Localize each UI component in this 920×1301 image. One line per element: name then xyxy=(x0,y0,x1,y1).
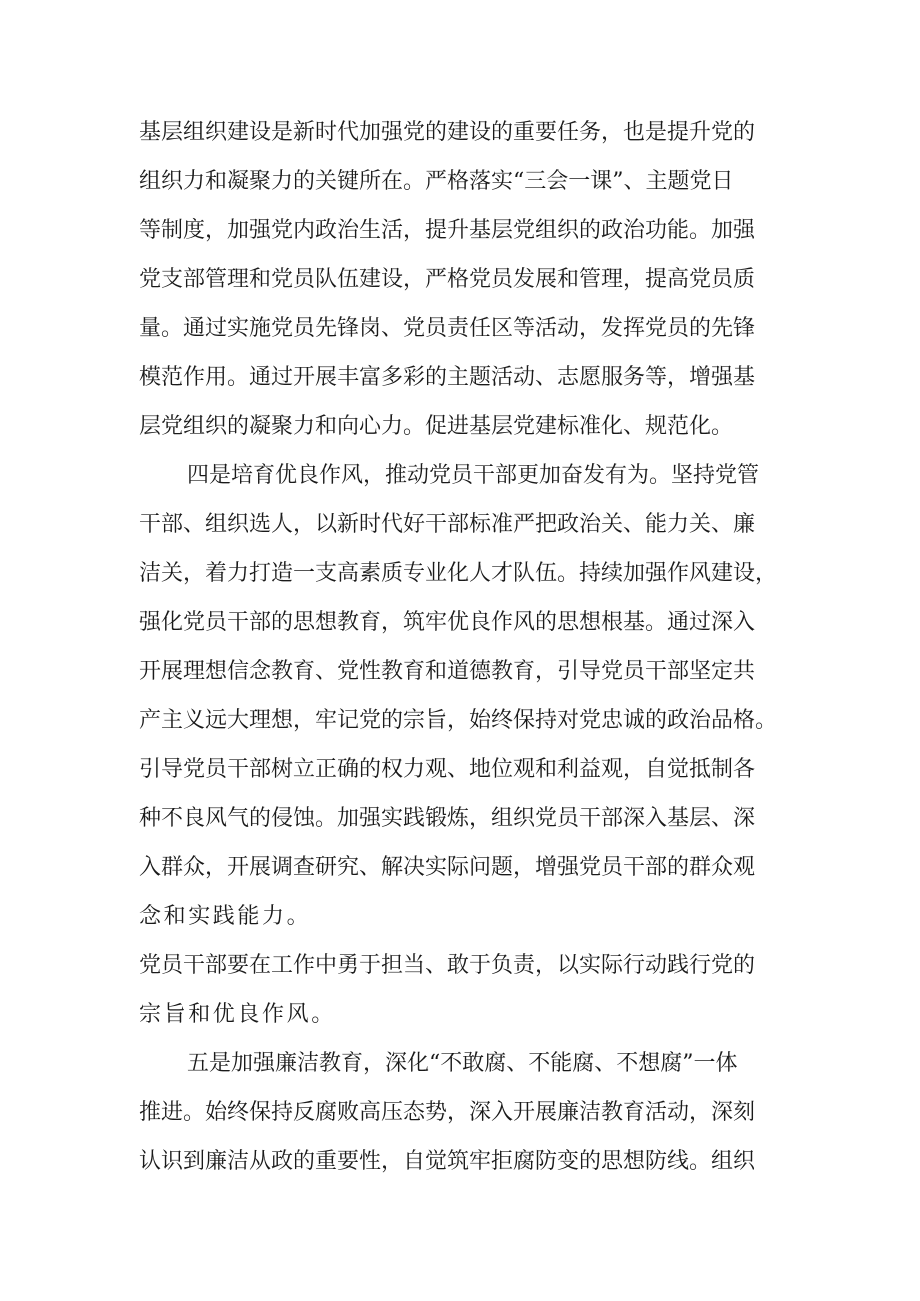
text-line: 产主义远大理想，牢记党的宗旨，始终保持对党忠诚的政治品格。 xyxy=(139,708,778,733)
text-line: 模范作用。通过开展丰富多彩的主题活动、志愿服务等，增强基 xyxy=(139,365,756,390)
text-line: 党支部管理和党员队伍建设，严格党员发展和管理，提高党员质 xyxy=(139,267,756,292)
text-line: 层党组织的凝聚力和向心力。促进基层党建标准化、规范化。 xyxy=(139,414,734,439)
text-line: 组织力和凝聚力的关键所在。严格落实“三会一课”、主题党日 xyxy=(139,169,734,194)
text-line: 引导党员干部树立正确的权力观、地位观和利益观，自觉抵制各 xyxy=(139,757,756,782)
text-line: 种不良风气的侵蚀。加强实践锻炼，组织党员干部深入基层、深 xyxy=(139,806,756,831)
text-line: 等制度，加强党内政治生活，提升基层党组织的政治功能。加强 xyxy=(139,218,756,243)
text-line: 开展理想信念教育、党性教育和道德教育，引导党员干部坚定共 xyxy=(139,659,756,684)
text-line: 量。通过实施党员先锋岗、党员责任区等活动，发挥党员的先锋 xyxy=(139,316,756,341)
text-line: 推进。始终保持反腐败高压态势，深入开展廉洁教育活动，深刻 xyxy=(139,1100,756,1125)
text-line: 宗旨和优良作风。 xyxy=(139,1002,336,1027)
text-line: 干部、组织选人，以新时代好干部标准严把政治关、能力关、廉 xyxy=(139,512,756,537)
text-line: 基层组织建设是新时代加强党的建设的重要任务，也是提升党的 xyxy=(139,120,756,145)
paragraph-start-line: 五是加强廉洁教育，深化“不敢腐、不能腐、不想腐”一体 xyxy=(187,1051,738,1076)
text-line: 强化党员干部的思想教育，筑牢优良作风的思想根基。通过深入 xyxy=(139,610,756,635)
text-line: 念和实践能力。 xyxy=(139,904,312,929)
text-line: 入群众，开展调查研究、解决实际问题，增强党员干部的群众观 xyxy=(139,855,756,880)
text-line: 洁关，着力打造一支高素质专业化人才队伍。持续加强作风建设， xyxy=(139,561,778,586)
paragraph-start-line: 四是培育优良作风，推动党员干部更加奋发有为。坚持党管 xyxy=(187,463,760,488)
text-line: 认识到廉洁从政的重要性，自觉筑牢拒腐防变的思想防线。组织 xyxy=(139,1149,756,1174)
text-line: 党员干部要在工作中勇于担当、敢于负责，以实际行动践行党的 xyxy=(139,953,756,978)
